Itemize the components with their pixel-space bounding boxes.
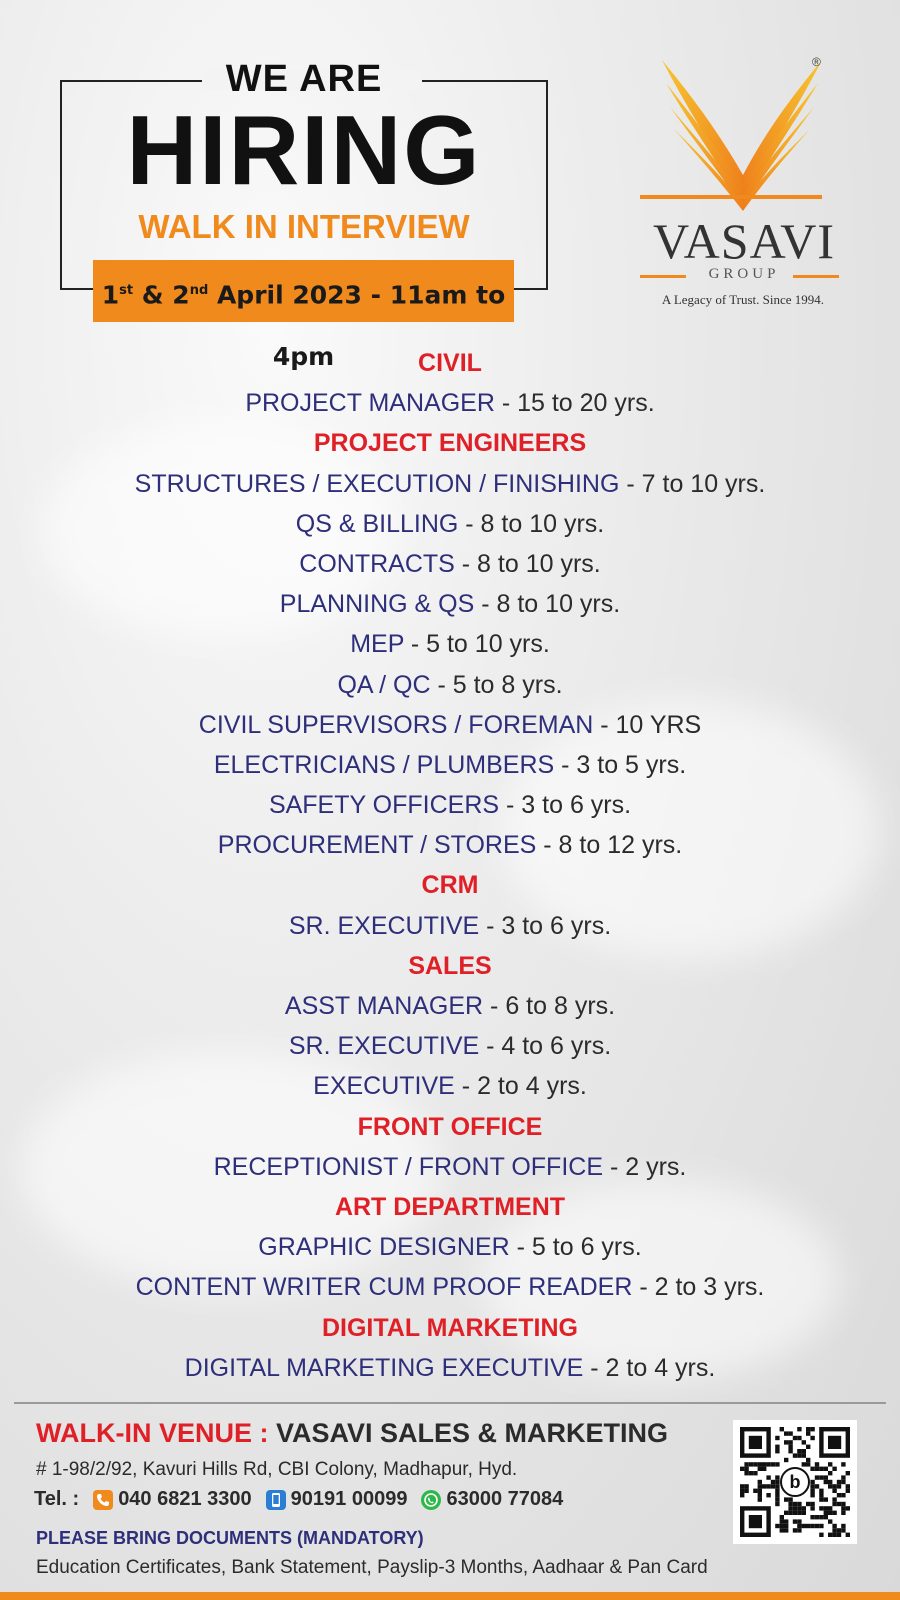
job-role-row bbox=[0, 1267, 900, 1307]
whatsapp-icon bbox=[421, 1490, 441, 1510]
job-role-row bbox=[0, 745, 900, 785]
job-category bbox=[0, 423, 900, 463]
job-openings-list bbox=[0, 343, 900, 1388]
role-experience: - 3 to 6 yrs. bbox=[499, 791, 632, 820]
role-experience: - 3 to 6 yrs. bbox=[479, 911, 612, 940]
job-role-row bbox=[0, 383, 900, 423]
job-role-row bbox=[0, 1348, 900, 1388]
role-experience: - 8 to 12 yrs. bbox=[536, 831, 683, 860]
role-title: GRAPHIC DESIGNER bbox=[258, 1233, 510, 1262]
role-title: STRUCTURES / EXECUTION / FINISHING bbox=[134, 469, 620, 498]
date-amp: & 2 bbox=[133, 280, 190, 310]
role-experience: - 8 to 10 yrs. bbox=[474, 590, 621, 619]
role-experience: - 15 to 20 yrs. bbox=[494, 389, 655, 418]
walk-in-venue bbox=[36, 1418, 668, 1449]
job-role-row bbox=[0, 1066, 900, 1106]
role-title: ELECTRICIANS / PLUMBERS bbox=[213, 750, 555, 779]
job-role-row bbox=[0, 1227, 900, 1267]
registered-mark: ® bbox=[812, 55, 821, 69]
documents-heading: PLEASE BRING DOCUMENTS (MANDATORY) bbox=[36, 1528, 424, 1548]
role-experience: - 5 to 6 yrs. bbox=[509, 1233, 642, 1262]
footer-divider bbox=[14, 1402, 886, 1404]
venue-address: # 1-98/2/92, Kavuri Hills Rd, CBI Colony, Madhapur, Hyd. bbox=[36, 1459, 518, 1480]
role-title: RECEPTIONIST / FRONT OFFICE bbox=[213, 1152, 604, 1181]
category-title: CIVIL bbox=[418, 349, 482, 377]
job-role-row bbox=[0, 1026, 900, 1066]
logo-tagline: A Legacy of Trust. Since 1994. bbox=[661, 292, 825, 307]
role-title: QA / QC bbox=[337, 670, 431, 699]
tel-label: Tel. : bbox=[34, 1488, 80, 1510]
role-title: ASST MANAGER bbox=[284, 992, 484, 1020]
category-title: PROJECT ENGINEERS bbox=[313, 429, 587, 458]
role-experience: - 10 YRS bbox=[593, 710, 702, 739]
qr-code-icon[interactable] bbox=[733, 1420, 857, 1544]
role-experience: - 3 to 5 yrs. bbox=[554, 750, 687, 779]
phone-icon bbox=[93, 1490, 113, 1510]
job-category bbox=[0, 1308, 900, 1348]
hiring-heading: HIRING bbox=[126, 95, 482, 205]
role-experience: - 2 to 4 yrs. bbox=[454, 1072, 587, 1101]
role-title: QS & BILLING bbox=[295, 509, 459, 538]
job-role-row bbox=[0, 464, 900, 504]
category-title: ART DEPARTMENT bbox=[334, 1192, 566, 1221]
job-role-row bbox=[0, 785, 900, 825]
role-title: CONTENT WRITER CUM PROOF READER bbox=[135, 1273, 633, 1302]
role-title: CONTRACTS bbox=[299, 549, 455, 578]
role-title: PROCUREMENT / STORES bbox=[217, 831, 537, 860]
role-experience: - 4 to 6 yrs. bbox=[479, 1032, 612, 1061]
contact-phones bbox=[34, 1488, 563, 1511]
role-experience: - 7 to 10 yrs. bbox=[619, 469, 766, 498]
job-category bbox=[0, 343, 900, 383]
role-experience: - 5 to 10 yrs. bbox=[403, 630, 550, 659]
role-title: MEP bbox=[350, 630, 404, 659]
role-title: PROJECT MANAGER bbox=[245, 389, 495, 418]
job-role-row bbox=[0, 1147, 900, 1187]
job-role-row bbox=[0, 624, 900, 664]
date-sup1: st bbox=[119, 283, 134, 298]
category-title: DIGITAL MARKETING bbox=[321, 1313, 578, 1342]
job-role-row bbox=[0, 906, 900, 946]
mobile-icon bbox=[266, 1490, 286, 1510]
job-role-row bbox=[0, 825, 900, 865]
role-title: PLANNING & QS bbox=[279, 590, 475, 619]
mobile-number[interactable]: 90191 00099 bbox=[290, 1488, 408, 1510]
category-title: FRONT OFFICE bbox=[357, 1112, 543, 1141]
whatsapp-number[interactable]: 63000 77084 bbox=[446, 1488, 564, 1510]
date-day1: 1 bbox=[101, 280, 120, 310]
role-experience: - 8 to 10 yrs. bbox=[454, 549, 601, 578]
we-are-heading: WE ARE bbox=[225, 58, 383, 100]
date-sup2: nd bbox=[189, 283, 209, 298]
role-title: SR. EXECUTIVE bbox=[288, 1032, 480, 1061]
walk-in-interview-heading: WALK IN INTERVIEW bbox=[138, 208, 470, 245]
job-role-row bbox=[0, 665, 900, 705]
role-title: DIGITAL MARKETING EXECUTIVE bbox=[184, 1353, 584, 1382]
role-experience: - 2 yrs. bbox=[603, 1152, 687, 1181]
role-experience: - 2 to 4 yrs. bbox=[583, 1353, 716, 1382]
job-category bbox=[0, 1187, 900, 1227]
logo-wordmark: VASAVI bbox=[652, 213, 835, 269]
role-title: EXECUTIVE bbox=[313, 1072, 455, 1101]
job-category bbox=[0, 946, 900, 986]
landline-number[interactable]: 040 6821 3300 bbox=[118, 1488, 252, 1510]
job-role-row bbox=[0, 544, 900, 584]
role-experience: - 2 to 3 yrs. bbox=[632, 1273, 765, 1302]
venue-label: WALK-IN VENUE : bbox=[36, 1418, 276, 1448]
svg-text:b: b bbox=[789, 1472, 801, 1492]
documents-list: Education Certificates, Bank Statement, Payslip-3 Months, Aadhaar & Pan Card bbox=[36, 1557, 708, 1578]
role-title: CIVIL SUPERVISORS / FOREMAN bbox=[198, 710, 594, 739]
venue-name: VASAVI SALES & MARKETING bbox=[276, 1418, 669, 1448]
job-role-row bbox=[0, 504, 900, 544]
category-title: CRM bbox=[421, 871, 479, 900]
logo-group-label: GROUP bbox=[708, 266, 780, 282]
bottom-accent-bar bbox=[0, 1592, 900, 1600]
job-category bbox=[0, 865, 900, 905]
job-category bbox=[0, 1107, 900, 1147]
role-title: SAFETY OFFICERS bbox=[268, 791, 500, 820]
date-rest: April 2023 - 11am to 4pm bbox=[208, 280, 506, 372]
job-role-row bbox=[0, 986, 900, 1026]
role-title: SR. EXECUTIVE bbox=[288, 911, 480, 940]
role-experience: - 5 to 8 yrs. bbox=[430, 670, 563, 699]
job-role-row bbox=[0, 705, 900, 745]
role-experience: - 6 to 8 yrs. bbox=[483, 992, 616, 1020]
role-experience: - 8 to 10 yrs. bbox=[458, 509, 605, 538]
job-role-row bbox=[0, 584, 900, 624]
category-title: SALES bbox=[408, 951, 492, 980]
